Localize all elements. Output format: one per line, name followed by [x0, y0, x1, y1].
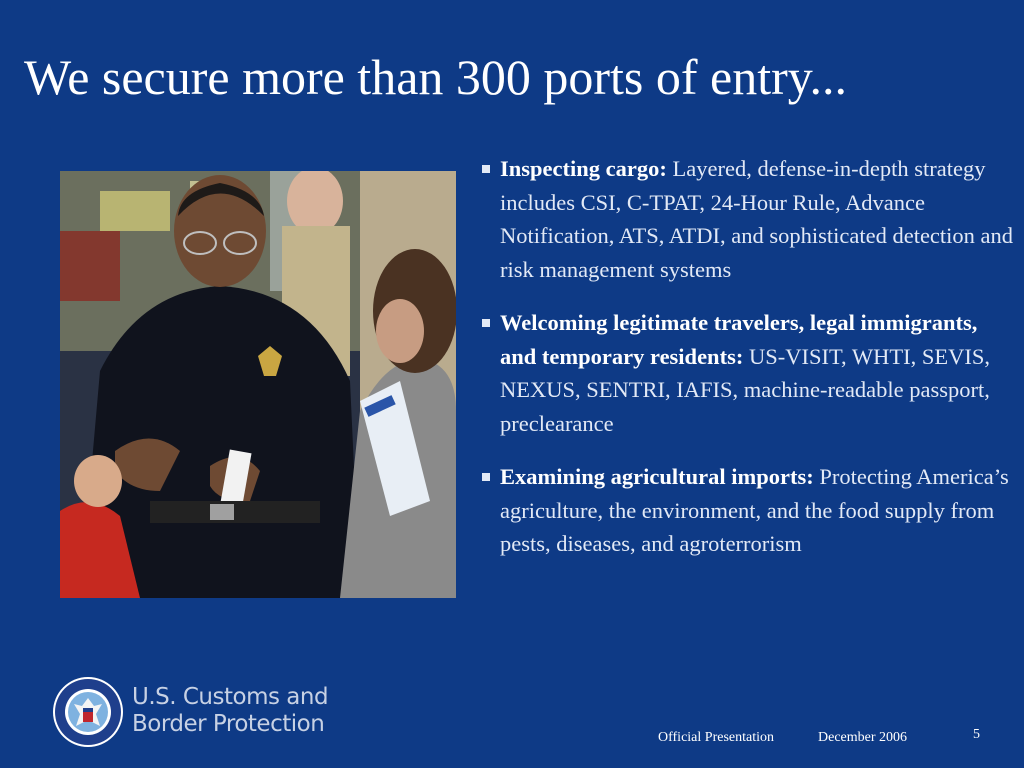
slide-title: We secure more than 300 ports of entry...	[24, 49, 848, 105]
agency-name-line2: Border Protection	[132, 711, 325, 737]
bullet-list	[480, 152, 1015, 581]
cbp-logo	[44, 670, 329, 758]
footer-label: Official Presentation	[658, 730, 774, 745]
bullet-heading: Welcoming legitimate travelers, legal immigrants, and temporary residents:	[500, 310, 978, 369]
officer-photo	[60, 171, 456, 598]
square-bullet-icon	[482, 319, 490, 327]
bullet-heading: Examining agricultural imports:	[500, 464, 814, 489]
bullet-body: US-VISIT, WHTI, SEVIS, NEXUS, SENTRI, IAFIS, machine-readable passport, preclearance	[500, 343, 990, 436]
page-number: 5	[973, 727, 980, 742]
bullet-welcoming-travelers	[480, 306, 1015, 440]
bullet-inspecting-cargo	[480, 152, 1015, 286]
square-bullet-icon	[482, 473, 490, 481]
bullet-heading: Inspecting cargo:	[500, 156, 667, 181]
bullet-examining-imports	[480, 460, 1015, 561]
agency-name	[132, 684, 328, 738]
bullet-body: Layered, defense-in-depth strategy includes CSI, C-TPAT, 24-Hour Rule, Advance Notification, ATS, ATDI, and sophisticated detection and risk management systems	[500, 156, 1014, 282]
footer-date: December 2006	[818, 730, 908, 745]
dhs-seal-icon	[52, 676, 124, 748]
photo-illustration	[60, 171, 456, 598]
agency-name-line1: U.S. Customs and	[132, 684, 329, 710]
bullet-body: Protecting America’s agriculture, the environment, and the food supply from pests, diseases, and agroterrorism	[500, 464, 1009, 556]
square-bullet-icon	[482, 165, 490, 173]
